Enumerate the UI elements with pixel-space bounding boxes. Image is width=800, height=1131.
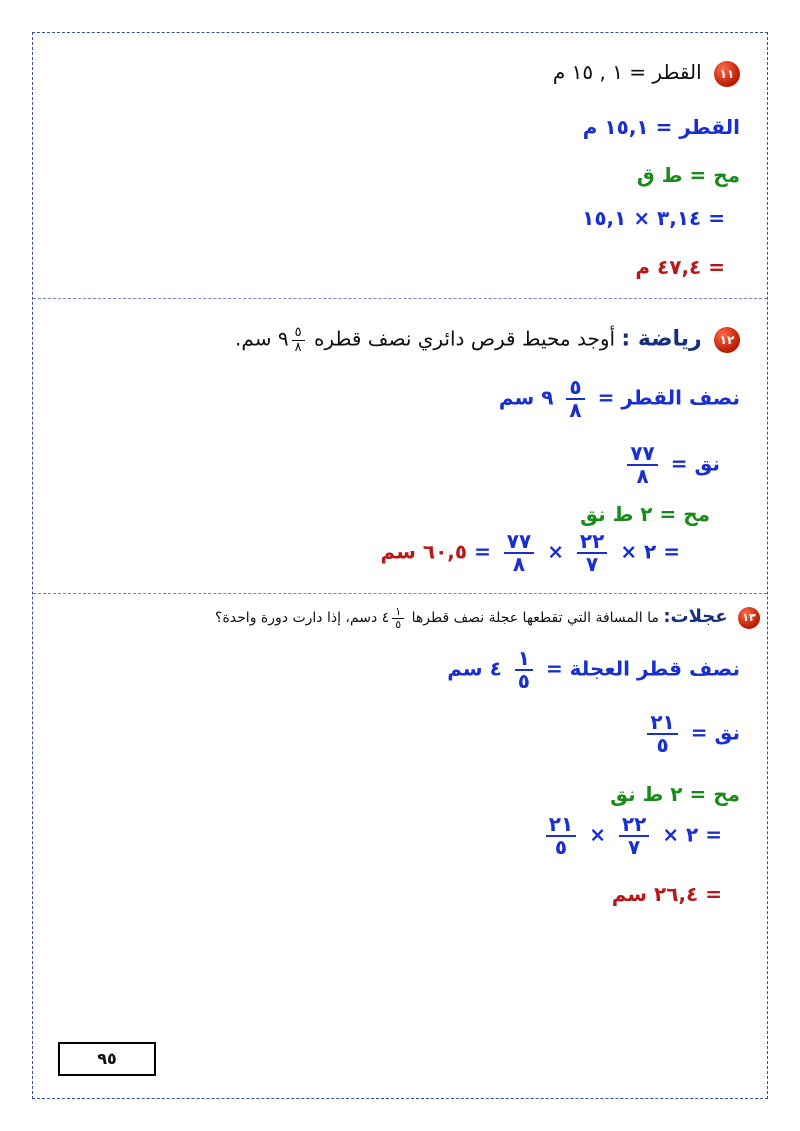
equation-part: = ٢ ×	[662, 822, 722, 847]
fraction-denominator: ٥	[554, 835, 568, 859]
question-fraction	[292, 326, 305, 354]
line-label: نصف قطر العجلة =	[545, 656, 740, 681]
line-label: نق =	[690, 720, 740, 745]
problem-number-badge: ١٣	[738, 607, 760, 629]
problem-13-text-after: دسم، إذا دارت دورة واحدة؟	[215, 610, 378, 627]
fraction-numerator: ١	[392, 606, 404, 619]
problem-11-line-4: = ٤٧,٤ م	[635, 255, 725, 279]
problem-13-line-1	[447, 648, 740, 692]
times-sign: ×	[589, 822, 606, 847]
problem-11-line-2: مح = ط ق	[636, 163, 740, 187]
fraction	[515, 648, 533, 692]
fraction-numerator: ٢١	[647, 712, 677, 735]
problem-11-text: القطر = ١ , ١٥ م	[552, 60, 702, 84]
fraction-denominator: ٨	[636, 464, 649, 488]
fraction-numerator: ٧٧	[504, 531, 534, 554]
fraction-numerator: ٢١	[546, 814, 576, 837]
fraction-numerator: ٥	[566, 377, 584, 400]
problem-11-line-1: القطر = ١٥,١ م	[582, 115, 740, 139]
problem-13-text-before: ما المسافة التي تقطعها عجلة نصف قطرها	[411, 610, 659, 627]
fraction-denominator: ٨	[294, 339, 302, 355]
line-label: نصف القطر =	[597, 385, 740, 410]
whole-value: ٩ سم	[498, 385, 554, 410]
question-whole: ٩	[277, 326, 289, 351]
fraction	[577, 531, 607, 575]
problem-12-line-2	[621, 443, 720, 487]
fraction-denominator: ٥	[517, 669, 530, 693]
problem-13-line-2	[641, 712, 740, 756]
problem-12-text: أوجد محيط قرص دائري نصف قطره	[313, 326, 616, 351]
whole-value: ٤ سم	[447, 656, 502, 681]
problem-11-question	[553, 60, 740, 87]
fraction-numerator: ٧٧	[627, 443, 657, 466]
separator-2	[33, 593, 767, 594]
fraction-numerator: ٥	[292, 326, 305, 341]
problem-12-question	[235, 326, 740, 354]
question-unit: سم.	[235, 326, 272, 351]
problem-13-line-5: = ٢٦,٤ سم	[611, 882, 722, 906]
fraction	[566, 377, 584, 421]
fraction-numerator: ١	[515, 648, 533, 671]
fraction	[647, 712, 677, 756]
problem-number-badge: ١٢	[714, 327, 740, 353]
problem-12-line-4	[381, 531, 680, 575]
fraction-denominator: ٥	[395, 617, 402, 631]
page-number: ٩٥	[58, 1042, 156, 1076]
problem-12-line-1	[499, 377, 740, 421]
times-sign: ×	[547, 539, 564, 564]
fraction	[627, 443, 657, 487]
equation-part: = ٢ ×	[620, 539, 680, 564]
problem-12-keyword: رياضة :	[621, 326, 702, 352]
problem-11-line-3: = ٣,١٤ × ١٥,١	[582, 206, 725, 230]
line-label: نق =	[670, 451, 720, 476]
fraction-denominator: ٧	[586, 552, 599, 576]
fraction	[619, 814, 649, 858]
fraction-denominator: ٧	[628, 835, 641, 859]
separator-1	[33, 298, 767, 299]
problem-13-line-4	[540, 814, 722, 858]
equals-sign: =	[474, 539, 491, 564]
problem-13-question	[215, 606, 760, 630]
fraction-numerator: ٢٢	[619, 814, 649, 837]
fraction	[546, 814, 576, 858]
fraction-denominator: ٥	[656, 733, 669, 757]
problem-number-badge: ١١	[714, 61, 740, 87]
result-value: ٦٠,٥ سم	[380, 539, 468, 564]
question-fraction	[392, 606, 404, 630]
question-whole: ٤	[381, 610, 390, 627]
problem-12-line-3: مح = ٢ ط نق	[580, 502, 710, 526]
fraction	[504, 531, 534, 575]
problem-13-keyword: عجلات:	[663, 606, 728, 628]
fraction-numerator: ٢٢	[577, 531, 607, 554]
fraction-denominator: ٨	[512, 552, 526, 576]
fraction-denominator: ٨	[569, 398, 582, 422]
problem-13-line-3: مح = ٢ ط نق	[610, 782, 740, 806]
